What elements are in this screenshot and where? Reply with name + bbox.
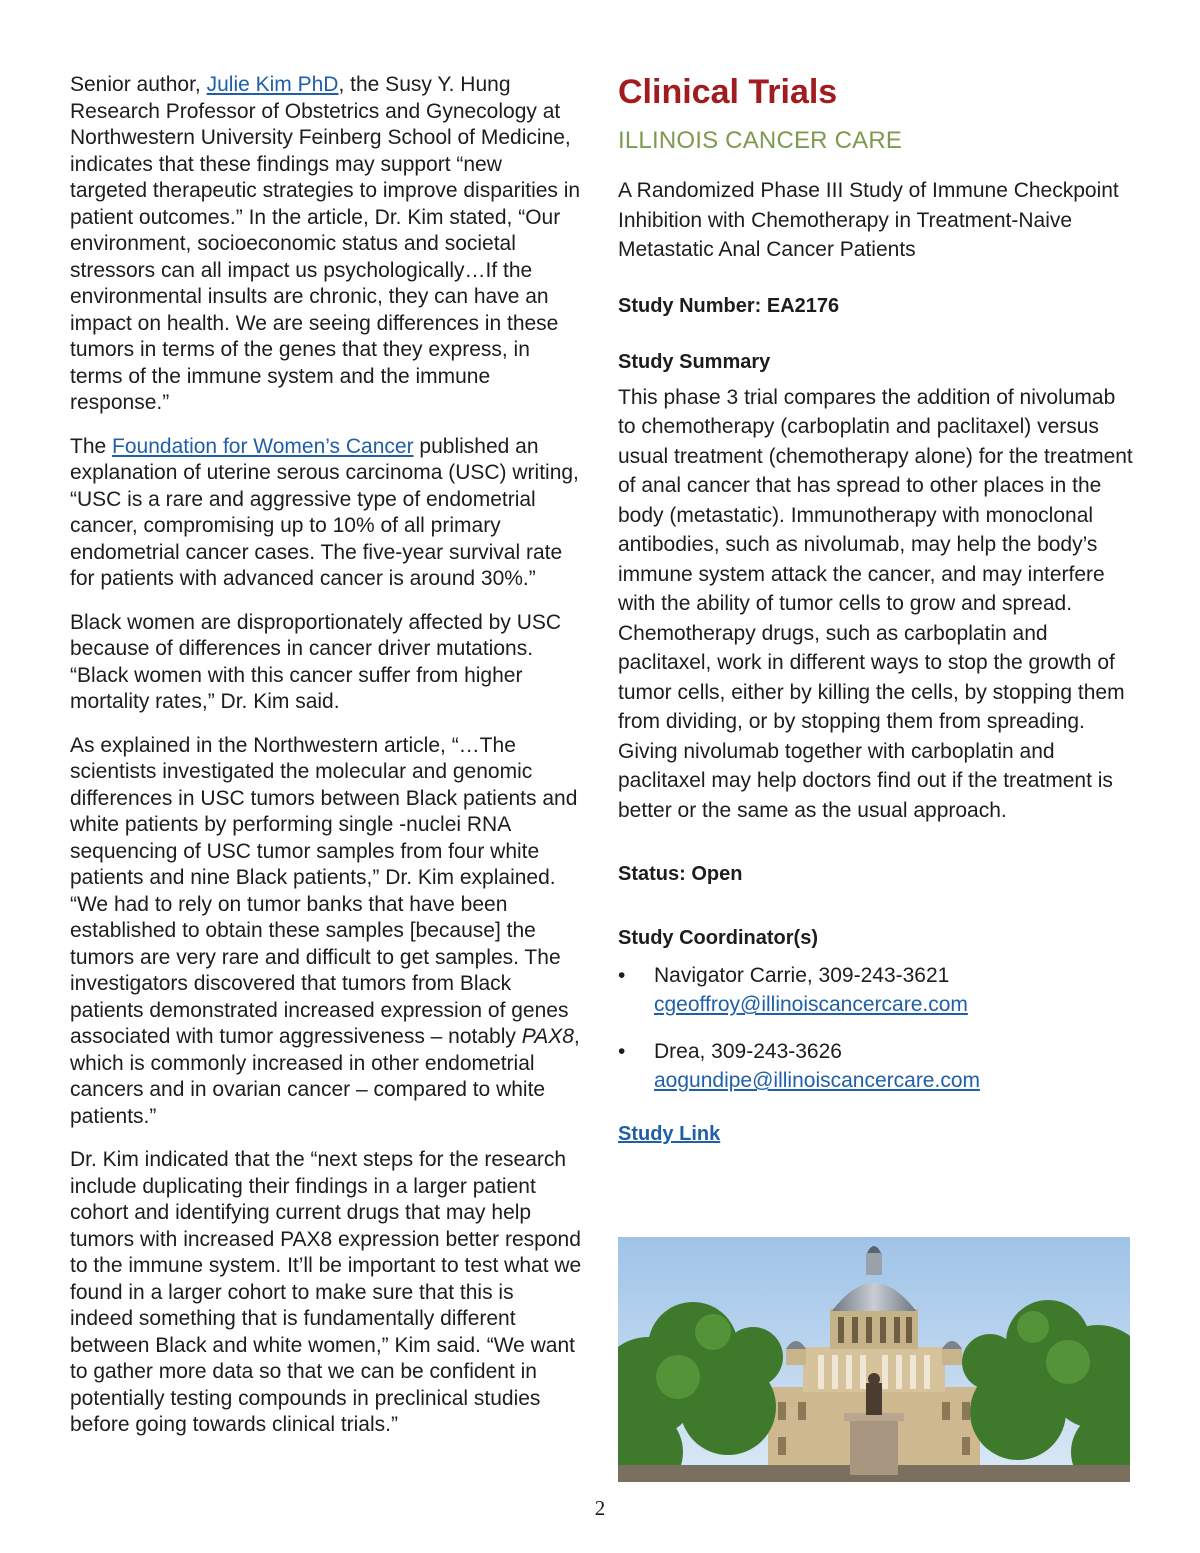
section-heading: Clinical Trials [618, 73, 838, 111]
page-number: 2 [594, 1496, 606, 1520]
paragraph-text: , the Susy Y. Hung Research Professor of Obstetrics and Gynecology at Northwestern University Feinberg School of Medicine, indicates that these findings may support “new targeted therapeutic strategies to improve disparities in patient outcomes.” In the article, Dr. Kim stated, “Our environment, socioeconomic status and societal stressors can all impact us psychologically…If the environmental insults are chronic, they can have an impact on health. We are seeing differences in these tumors in terms of the genes that they express, in terms of the immune system and the immune response.” [70, 73, 581, 414]
section-subheading: ILLINOIS CANCER CARE [618, 127, 903, 154]
gene-name: PAX8 [521, 1025, 574, 1048]
study-number: Study Number: EA2176 [618, 294, 840, 317]
paragraph-text: As explained in the Northwestern article, “…The scientists investigated the molecular and genomic differences in USC tumors between Black patients and white patients by performing single -nuclei RNA sequencing of USC tumor samples from four white patients and nine Black patients,” Dr. Kim explained. “We had to rely on tumor banks that have been established to obtain these samples [because] the tumors are very rare and difficult to get samples. The investigators discovered that tumors from Black patients demonstrated increased expression of genes associated with tumor aggressiveness – notably [70, 733, 578, 1048]
study-summary-label: Study Summary [618, 350, 771, 373]
clinical-trials-column [618, 72, 1138, 1146]
coordinator-email-link[interactable]: cgeoffroy@illinoiscancercare.com [654, 993, 968, 1016]
coordinator-item [618, 1037, 1138, 1095]
article-paragraph [70, 733, 582, 1131]
article-paragraph: Black women are disproportionately affected by USC because of differences in cancer driver mutations. “Black women with this cancer suffer from higher mortality rates,” Dr. Kim said. [70, 610, 562, 713]
study-link[interactable]: Study Link [618, 1123, 721, 1145]
julie-kim-link[interactable]: Julie Kim PhD [206, 73, 339, 96]
foundation-link[interactable]: Foundation for Women’s Cancer [112, 434, 414, 458]
coordinator-name: Drea, 309-243-3626 [654, 1040, 842, 1063]
paragraph-text: published an explanation of uterine serous carcinoma (USC) writing, “USC is a rare and aggressive type of endometrial cancer, compromising up to 10% of all primary endometrial cancer cases. The five-year survival rate for patients with advanced cancer is around 30%.” [70, 434, 579, 590]
article-column [70, 72, 582, 1456]
study-coordinators-label: Study Coordinator(s) [618, 927, 818, 949]
bullet-icon: • [618, 1040, 626, 1063]
study-summary-text: This phase 3 trial compares the addition of nivolumab to chemotherapy (carboplatin and paclitaxel) versus usual treatment (chemotherapy alone) for the treatment of anal cancer that has spread to other places in the body (metastatic). Immunotherapy with monoclonal antibodies, such as nivolumab, may help the body’s immune system attack the cancer, and may interfere with the ability of tumor cells to grow and spread. Chemotherapy drugs, such as carboplatin and paclitaxel, work in different ways to stop the growth of tumor cells, either by killing the cells, by stopping them from dividing, or by stopping them from spreading. Giving nivolumab together with carboplatin and paclitaxel may help doctors find out if the treatment is better or the same as the usual approach. [618, 385, 1133, 822]
paragraph-text: Senior author, [70, 73, 207, 96]
study-status: Status: Open [618, 863, 743, 885]
capitol-illustration [618, 1237, 1130, 1482]
paragraph-text: The [70, 434, 113, 458]
coordinator-list [618, 961, 1138, 1095]
article-paragraph [70, 434, 582, 593]
coordinator-email-link[interactable]: aogundipe@illinoiscancercare.com [654, 1069, 980, 1092]
paragraph-text: , which is commonly increased in other endometrial cancers and in ovarian cancer – compared to white patients.” [70, 1025, 580, 1128]
study-title: A Randomized Phase III Study of Immune Checkpoint Inhibition with Chemotherapy in Treatment-Naive Metastatic Anal Cancer Patients [618, 179, 1119, 261]
bullet-icon: • [618, 964, 626, 987]
coordinator-item [618, 961, 1138, 1019]
capitol-building-photo [618, 1237, 1130, 1482]
article-paragraph: Dr. Kim indicated that the “next steps for the research include duplicating their findings in a larger patient cohort and identifying current drugs that may help tumors with increased PAX8 expression better respond to the immune system. It’ll be important to test what we found in a larger cohort to make sure that this is indeed something that is fundamentally different between Black and white women,” Kim said. “We want to gather more data so that we can be confident in potentially testing compounds in preclinical studies before going towards clinical trials.” [70, 1148, 582, 1436]
article-paragraph [70, 72, 582, 417]
coordinator-name: Navigator Carrie, 309-243-3621 [654, 964, 950, 987]
